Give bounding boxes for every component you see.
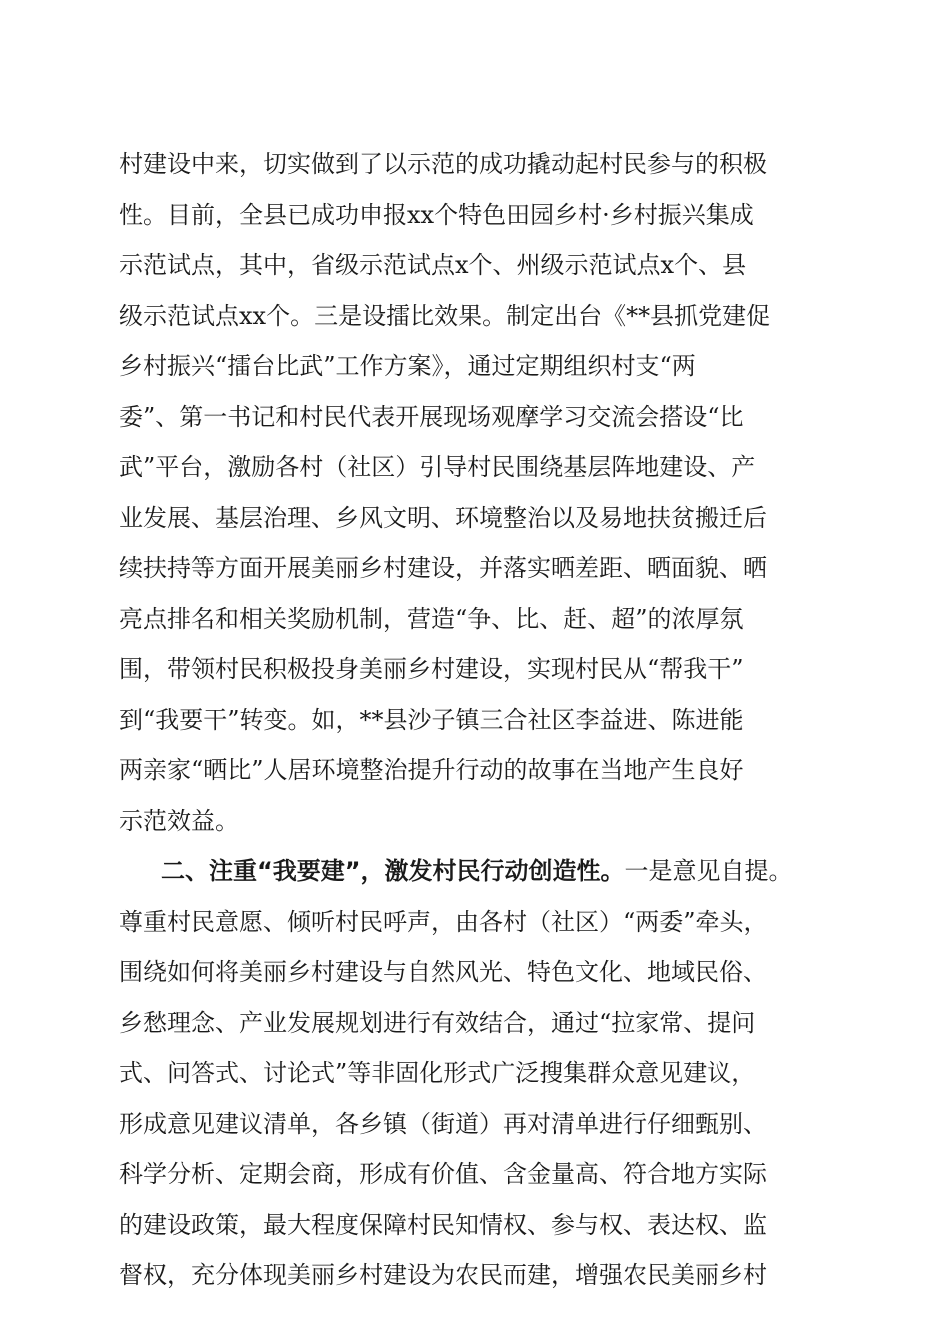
- paragraph-line: 督权，充分体现美丽乡村建设为农民而建，增强农民美丽乡村: [119, 1261, 767, 1289]
- paragraph-line: 两亲家“晒比”人居环境整治提升行动的故事在当地产生良好: [119, 756, 744, 784]
- paragraph-line: 级示范试点xx个。三是设擂比效果。制定出台《**县抓党建促: [119, 301, 771, 330]
- paragraph-line: 围绕如何将美丽乡村建设与自然风光、特色文化、地域民俗、: [119, 958, 767, 986]
- paragraph-line: 式、问答式、讨论式”等非固化形式广泛搜集群众意见建议，: [119, 1059, 756, 1087]
- paragraph-line: 尊重村民意愿、倾听村民呼声，由各村（社区）“两委”牵头，: [119, 907, 768, 936]
- section-2-heading: 二、注重“我要建”，激发村民行动创造性。: [161, 857, 625, 885]
- paragraph-line: 乡村振兴“擂台比武”工作方案》，通过定期组织村支“两: [119, 352, 696, 380]
- paragraph-line: 示范试点，其中，省级示范试点x个、州级示范试点x个、县: [119, 251, 747, 279]
- paragraph-line: 到“我要干”转变。如，**县沙子镇三合社区李益进、陈进能: [119, 705, 744, 734]
- paragraph-line: 性。目前，全县已成功申报xx个特色田园乡村·乡村振兴集成: [119, 200, 754, 229]
- paragraph-line: 亮点排名和相关奖励机制，营造“争、比、赶、超”的浓厚氛: [119, 604, 744, 633]
- body-text: [119, 139, 839, 1301]
- paragraph-line: 续扶持等方面开展美丽乡村建设，并落实晒差距、晒面貌、晒: [119, 554, 767, 582]
- paragraph-line: 形成意见建议清单，各乡镇（街道）再对清单进行仔细甄别、: [119, 1109, 767, 1138]
- paragraph-line: 围，带领村民积极投身美丽乡村建设，实现村民从“帮我干”: [119, 655, 744, 683]
- paragraph-line: 科学分析、定期会商，形成有价值、含金量高、符合地方实际: [119, 1160, 767, 1188]
- section-2-first-line-text: 一是意见自提。: [624, 857, 793, 885]
- paragraph-line: 的建设政策，最大程度保障村民知情权、参与权、表达权、监: [119, 1210, 767, 1239]
- paragraph-line: 示范效益。: [119, 806, 239, 835]
- section-2-first-line: [119, 846, 839, 897]
- paragraph-line: 委”、第一书记和村民代表开展现场观摩学习交流会搭设“比: [119, 402, 744, 431]
- paragraph-line: 业发展、基层治理、乡风文明、环境整治以及易地扶贫搬迁后: [119, 503, 767, 532]
- paragraph-line: 乡愁理念、产业发展规划进行有效结合，通过“拉家常、提问: [119, 1008, 756, 1037]
- paragraph-line: 村建设中来，切实做到了以示范的成功撬动起村民参与的积极: [119, 150, 767, 178]
- paragraph-line: 武”平台，激励各村（社区）引导村民围绕基层阵地建设、产: [119, 453, 756, 481]
